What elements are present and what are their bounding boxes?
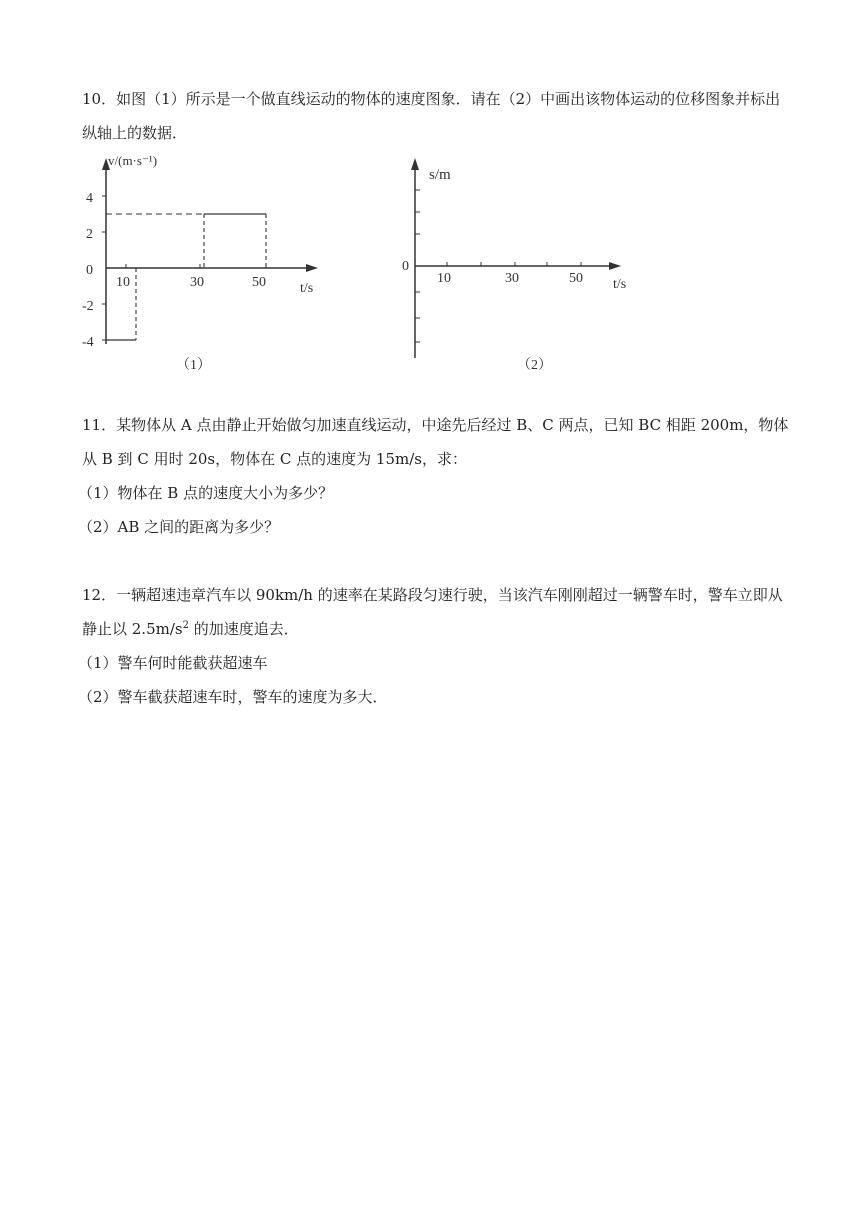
q12-subquestion-1: （1）警车何时能截获超速车 [78, 654, 268, 672]
q12-subquestion-2: （2）警车截获超速车时，警车的速度为多大． [78, 688, 388, 706]
q12-exponent: 2 [182, 620, 189, 631]
q12-line2-start: 静止以 2.5m/s [82, 620, 183, 638]
v-axis-label: v/(m·s⁻¹) [108, 153, 158, 168]
xtick-label-30: 30 [505, 271, 519, 286]
xtick-label-50: 50 [569, 271, 583, 286]
q10-text-line1: 10．如图（1）所示是一个做直线运动的物体的速度图象．请在（2）中画出该物体运动的位移图象并标出 [82, 90, 781, 108]
xtick-label-10: 10 [116, 275, 130, 290]
fig2-caption: （2） [517, 358, 552, 373]
q11-text-line1: 11．某物体从 A 点由静止开始做匀加速直线运动，中途先后经过 B、C 两点，已知 BC 相距 200m，物体 [82, 416, 789, 434]
q11-subquestion-2: （2）AB 之间的距离为多少？ [78, 518, 280, 536]
origin-label: 0 [86, 263, 93, 278]
s-axis-arrow [411, 158, 419, 170]
question-12 [78, 578, 783, 714]
fig1-caption: （1） [176, 358, 211, 373]
question-10 [82, 82, 782, 150]
velocity-time-graph [80, 152, 330, 374]
displacement-time-graph [395, 152, 640, 374]
t-axis-label: t/s [613, 277, 627, 292]
q11-text-line2: 从 B 到 C 用时 20s，物体在 C 点的速度为 15m/s，求： [82, 450, 467, 468]
q11-subquestion-1: （1）物体在 B 点的速度大小为多少？ [78, 484, 334, 502]
ytick-label-2: 2 [86, 227, 93, 242]
t-axis-arrow [306, 264, 318, 272]
q12-line2-end: 的加速度追去． [188, 620, 299, 638]
s-axis-label: s/m [429, 167, 451, 183]
t-axis-arrow [609, 262, 621, 270]
xtick-label-10: 10 [437, 271, 451, 286]
q12-text-line1: 12．一辆超速违章汽车以 90km/h 的速率在某路段匀速行驶，当该汽车刚刚超过一辆警车时，警车立即从 [82, 586, 783, 604]
xtick-label-30: 30 [190, 275, 204, 290]
question-11 [78, 408, 789, 544]
ytick-label-4: 4 [86, 191, 93, 206]
origin-label: 0 [402, 259, 409, 274]
ytick-label-neg4: -4 [82, 335, 94, 350]
xtick-label-50: 50 [252, 275, 266, 290]
q10-text-line2: 纵轴上的数据． [82, 124, 188, 142]
ytick-label-neg2: -2 [82, 299, 94, 314]
t-axis-label: t/s [300, 281, 314, 296]
q12-text-line2 [82, 612, 782, 646]
